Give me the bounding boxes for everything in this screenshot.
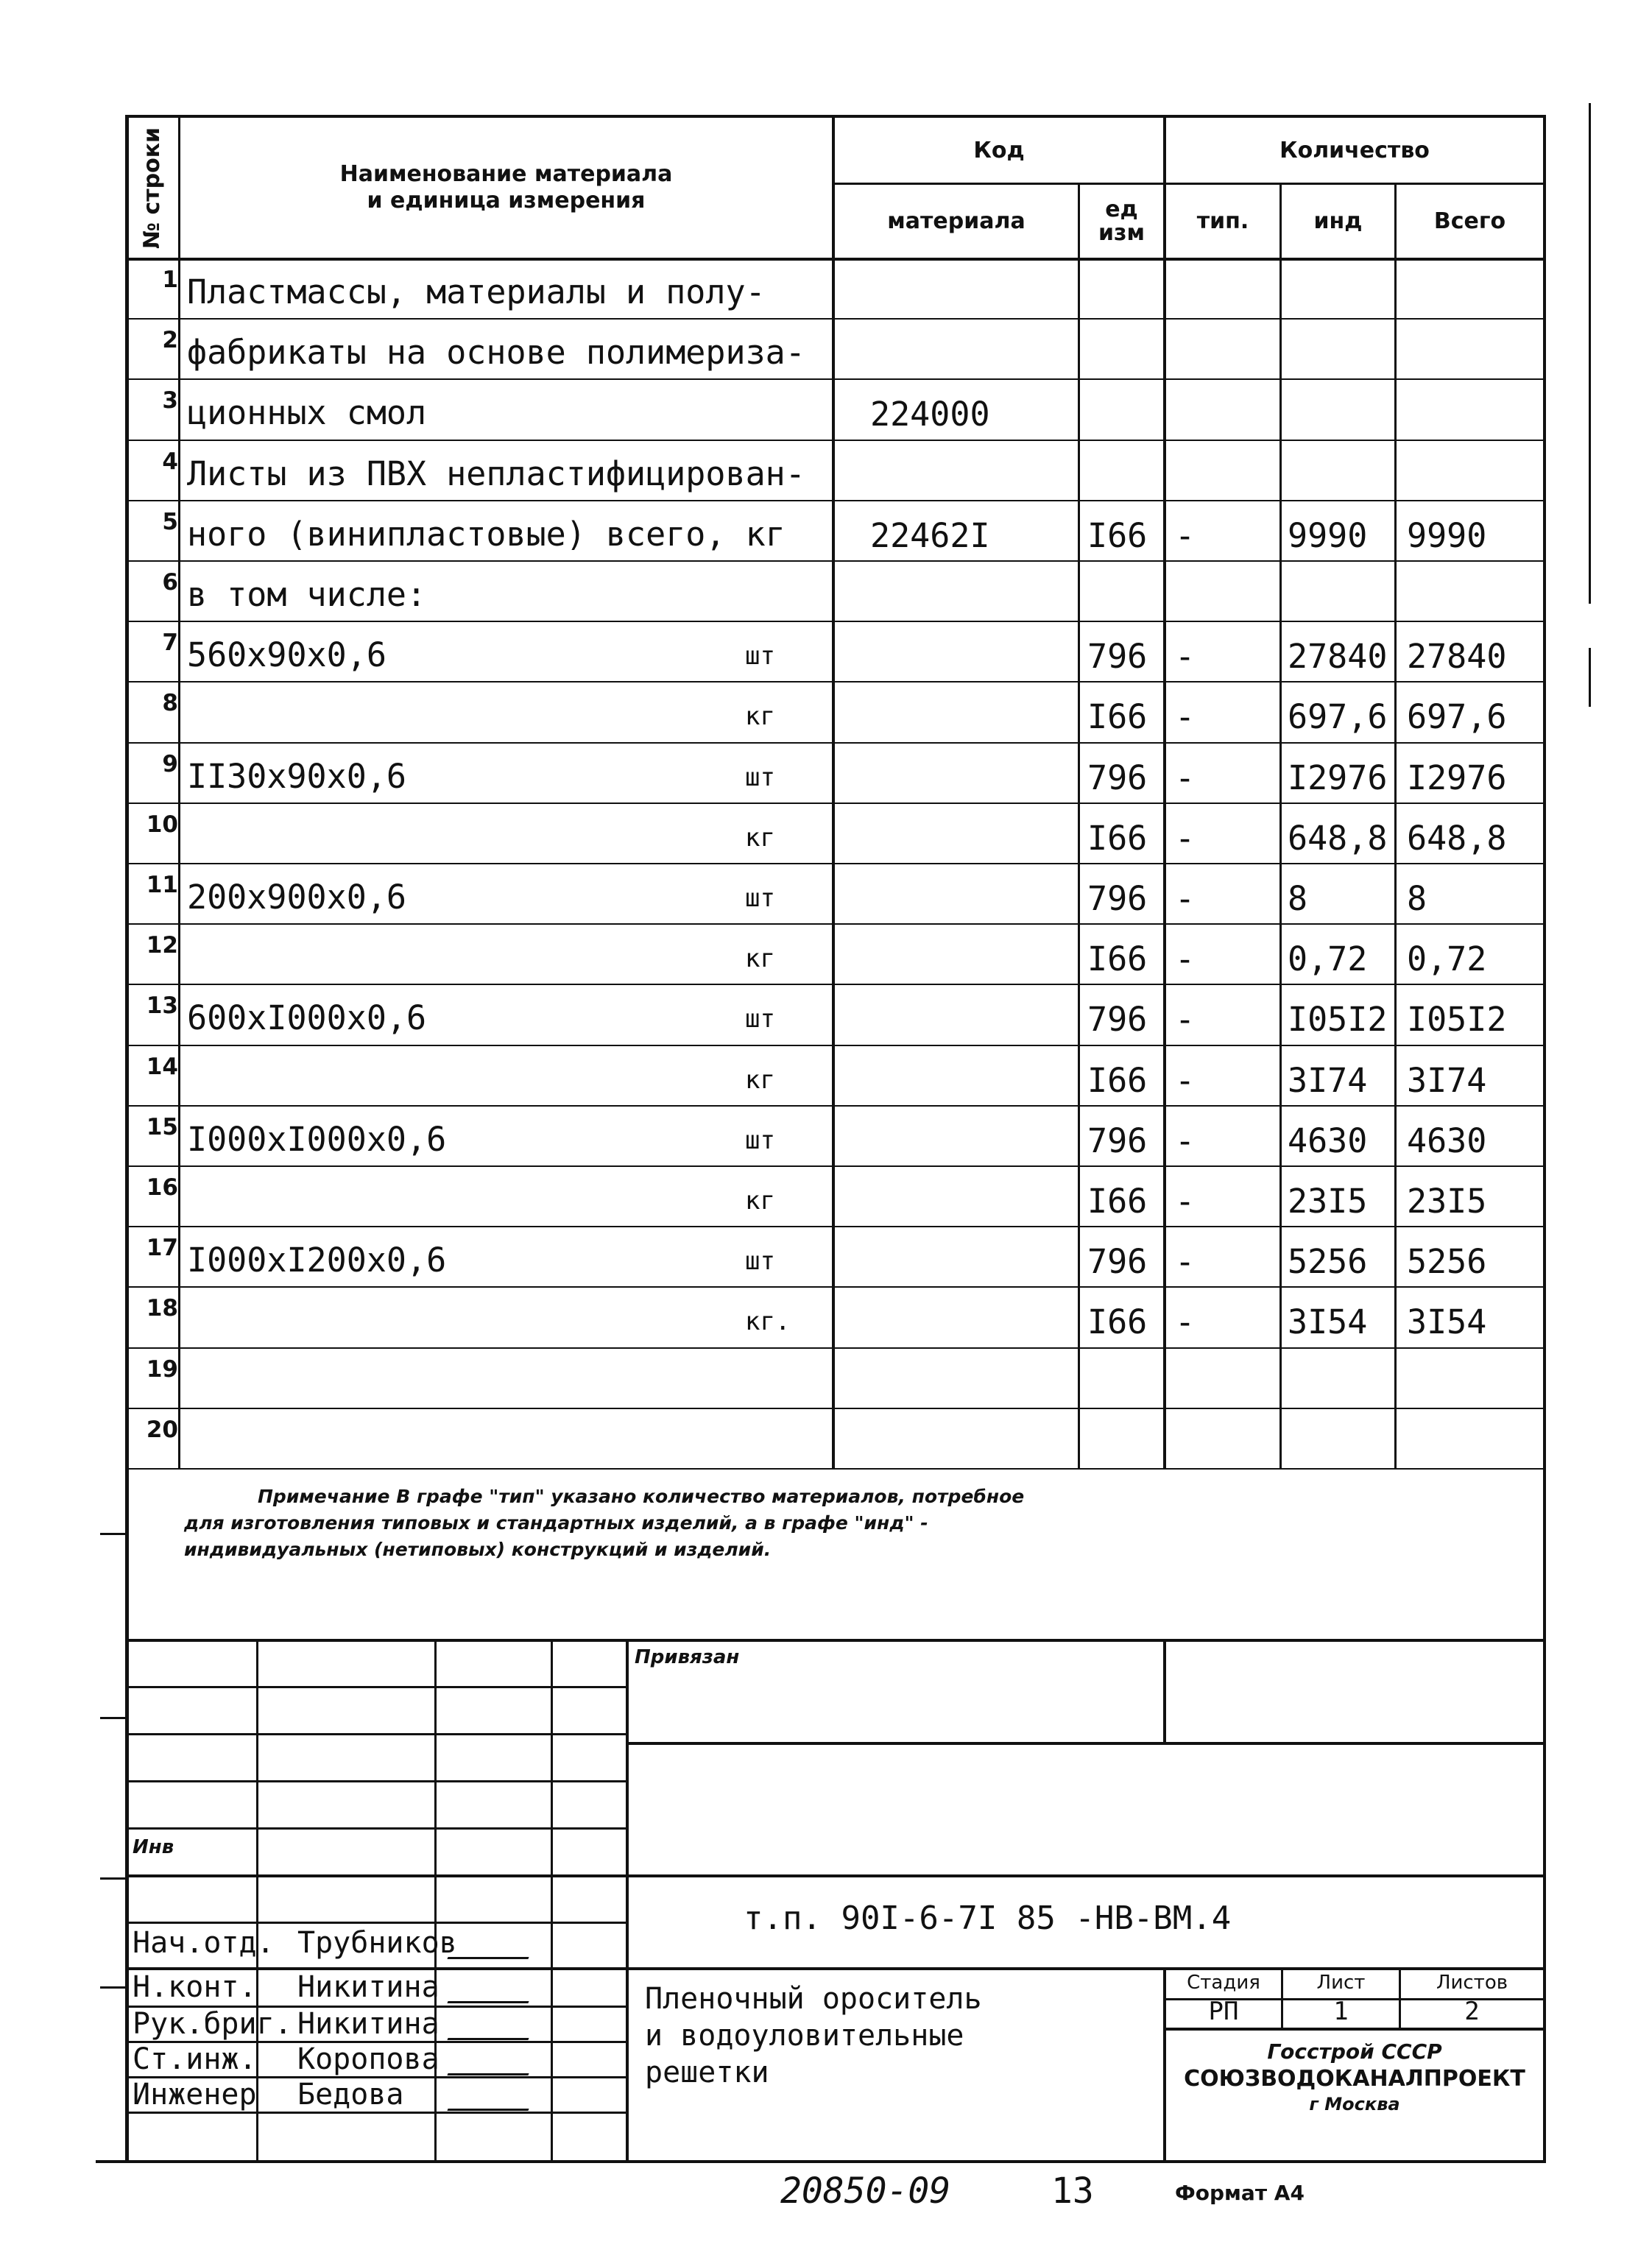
row-number: 10 <box>146 811 178 838</box>
row-code: 224000 <box>870 395 990 434</box>
table-row <box>127 1167 1543 1227</box>
sheets-value: 2 <box>1464 1997 1480 2026</box>
margin-mark-4 <box>100 1986 127 1989</box>
row-number: 7 <box>162 629 178 657</box>
row-unit: I66 <box>1087 939 1148 979</box>
doc-number: 20850-09 <box>780 2170 951 2212</box>
row-ind: 3I74 <box>1288 1060 1368 1100</box>
row-typ: - <box>1175 818 1196 858</box>
rownum-header-label: № строки <box>139 127 166 249</box>
stage-value: РП <box>1208 1997 1239 2026</box>
margin-mark-1 <box>100 1533 127 1535</box>
frame-right <box>1543 115 1546 2160</box>
row-unit: I66 <box>1087 515 1148 555</box>
doc-title: Пленочный ороситель и водоуловительные решетки <box>645 1982 982 2089</box>
row-unit: I66 <box>1087 1060 1148 1100</box>
row-number: 18 <box>146 1295 178 1322</box>
row-typ: - <box>1175 1000 1196 1040</box>
table-row <box>127 441 1543 501</box>
row-name: ционных смол <box>187 393 427 433</box>
signature-name: Никитина <box>297 1970 440 2004</box>
margin-mark-2 <box>100 1717 127 1719</box>
row-unit-word: шт <box>745 1125 775 1155</box>
row-typ: - <box>1175 758 1196 797</box>
margin-mark-3 <box>100 1877 127 1880</box>
page-number: 13 <box>1051 2170 1094 2212</box>
row-unit: 796 <box>1087 879 1148 918</box>
row-typ: - <box>1175 879 1196 918</box>
row-name: 600xI000x0,6 <box>187 998 427 1038</box>
row-typ: - <box>1175 515 1196 555</box>
stamp-vline-4 <box>626 1639 629 2160</box>
stamp-linked-bottom <box>626 1742 1546 1745</box>
row-unit: I66 <box>1087 1182 1148 1221</box>
row-typ: - <box>1175 1060 1196 1100</box>
sheet-value: 1 <box>1333 1997 1349 2026</box>
table-row <box>127 1288 1543 1348</box>
inv-label: Инв <box>133 1836 174 1858</box>
rownum-header <box>127 118 178 258</box>
row-number: 13 <box>146 992 178 1020</box>
table-row <box>127 744 1543 804</box>
table-row <box>127 622 1543 682</box>
row-typ: - <box>1175 1121 1196 1160</box>
row-ind: 697,6 <box>1288 697 1388 737</box>
table-row <box>127 985 1543 1045</box>
row-number: 4 <box>162 448 178 475</box>
stamp-hline-6 <box>125 1922 626 1924</box>
row-typ: - <box>1175 1182 1196 1221</box>
row-unit-word: кг. <box>745 1307 791 1337</box>
signature-name: Коропова <box>297 2042 440 2076</box>
signature-name: Трубников <box>297 1926 457 1960</box>
row-unit: 796 <box>1087 1242 1148 1282</box>
row-ind: 648,8 <box>1288 818 1388 858</box>
row-unit-word: кг <box>745 1186 775 1216</box>
row-unit: I66 <box>1087 818 1148 858</box>
row-unit-word: кг <box>745 1065 775 1095</box>
signature-role: Н.конт. <box>133 1970 257 2004</box>
stamp-hline-5 <box>125 1874 1546 1877</box>
handwritten-signature <box>447 2022 534 2040</box>
row-unit-word: кг <box>745 822 775 853</box>
table-row <box>127 562 1543 622</box>
org-ministry: Госстрой СССР <box>1267 2039 1442 2064</box>
row-total: I05I2 <box>1407 1000 1507 1040</box>
table-row <box>127 925 1543 985</box>
row-unit-word: шт <box>745 1004 775 1034</box>
row-ind: 9990 <box>1288 515 1368 555</box>
row-unit-word: кг <box>745 944 775 974</box>
row-unit-word: шт <box>745 641 775 671</box>
row-number: 15 <box>146 1113 178 1140</box>
total-header: Всего <box>1433 208 1506 234</box>
note-text: Примечание В графе "тип" указано количество материалов, потребное для изготовления типовых и стандартных изделий, а в графе "инд" - индивидуальных (нетиповых) конструкций и изделий. <box>184 1486 1025 1560</box>
row-total: 9990 <box>1407 515 1487 555</box>
row-name: фабрикаты на основе полимериза- <box>187 333 805 373</box>
row-name: в том числе: <box>187 575 427 614</box>
stamp-linked-divider <box>1163 1639 1166 1742</box>
row-number: 2 <box>162 327 178 354</box>
stamp-vline-3 <box>551 1639 553 2160</box>
org-city: г Москва <box>1309 2094 1400 2114</box>
row-unit-word: шт <box>745 883 775 913</box>
margin-mark-right <box>1589 103 1591 604</box>
row-ind: 4630 <box>1288 1121 1368 1160</box>
stage-label: Стадия <box>1187 1972 1260 1994</box>
handwritten-signature <box>447 2092 534 2111</box>
table-row <box>127 380 1543 440</box>
signature-role: Инженер <box>133 2078 257 2112</box>
row-name: Пластмассы, материалы и полу- <box>187 272 766 311</box>
table-row <box>127 1046 1543 1107</box>
stamp-stage-bottom <box>1163 2028 1546 2031</box>
row-total: 648,8 <box>1407 818 1507 858</box>
linked-label: Привязан <box>635 1646 740 1668</box>
row-number: 8 <box>162 690 178 717</box>
row-number: 5 <box>162 508 178 535</box>
table-row <box>127 1227 1543 1288</box>
row-name: ного (винипластовые) всего, кг <box>187 514 786 554</box>
row-ind: 23I5 <box>1288 1182 1368 1221</box>
signature-role: Рук.бриг. <box>133 2007 292 2041</box>
row-number: 17 <box>146 1235 178 1262</box>
row-number: 9 <box>162 750 178 777</box>
table-row <box>127 804 1543 864</box>
table-row <box>127 1409 1543 1470</box>
row-total: 4630 <box>1407 1121 1487 1160</box>
row-typ: - <box>1175 939 1196 979</box>
signature-role: Ст.инж. <box>133 2042 257 2076</box>
frame-bottom <box>96 2160 1546 2163</box>
row-unit: 796 <box>1087 1000 1148 1040</box>
material-code-header: материала <box>887 208 1026 234</box>
row-unit: 796 <box>1087 1121 1148 1160</box>
doc-code: т.п. 90I-6-7I 85 -НВ-ВМ.4 <box>744 1900 1232 1937</box>
row-number: 20 <box>146 1416 178 1443</box>
signature-role: Нач.отд. <box>133 1926 275 1960</box>
row-ind: 27840 <box>1288 637 1388 677</box>
row-total: 27840 <box>1407 637 1507 677</box>
row-total: 3I74 <box>1407 1060 1487 1100</box>
code-group-header: Код <box>973 137 1025 163</box>
row-total: 697,6 <box>1407 697 1507 737</box>
row-name: I000xI000x0,6 <box>187 1119 447 1159</box>
ind-header: инд <box>1313 208 1363 234</box>
margin-mark-right-2 <box>1589 648 1591 707</box>
row-total: 23I5 <box>1407 1182 1487 1221</box>
quantity-group-header: Количество <box>1279 137 1430 163</box>
stamp-hline-2 <box>125 1733 626 1735</box>
row-unit: 796 <box>1087 758 1148 797</box>
row-total: I2976 <box>1407 758 1507 797</box>
row-unit: I66 <box>1087 1302 1148 1342</box>
stamp-hline-4 <box>125 1827 626 1830</box>
row-number: 6 <box>162 569 178 596</box>
handwritten-signature <box>447 1985 534 2003</box>
table-row <box>127 259 1543 320</box>
row-typ: - <box>1175 697 1196 737</box>
row-unit-word: кг <box>745 702 775 732</box>
note-bottom-line <box>125 1639 1546 1642</box>
row-number: 3 <box>162 387 178 415</box>
row-ind: 5256 <box>1288 1242 1368 1282</box>
row-typ: - <box>1175 1242 1196 1282</box>
row-number: 14 <box>146 1053 178 1080</box>
sheet-label: Лист <box>1316 1972 1366 1994</box>
row-number: 12 <box>146 932 178 959</box>
row-ind: I05I2 <box>1288 1000 1388 1040</box>
row-name: 560x90x0,6 <box>187 635 386 675</box>
row-unit: I66 <box>1087 697 1148 737</box>
row-unit: 796 <box>1087 637 1148 677</box>
table-row <box>127 320 1543 380</box>
row-total: 3I54 <box>1407 1302 1487 1342</box>
table-row <box>127 682 1543 743</box>
signature-name: Бедова <box>297 2078 404 2112</box>
row-ind: 3I54 <box>1288 1302 1368 1342</box>
row-ind: I2976 <box>1288 758 1388 797</box>
row-number: 1 <box>162 267 178 293</box>
typ-header: тип. <box>1196 208 1249 234</box>
stamp-hline-3 <box>125 1780 626 1782</box>
org-name: СОЮЗВОДОКАНАЛПРОЕКТ <box>1184 2066 1525 2092</box>
row-unit-word: шт <box>745 1246 775 1277</box>
handwritten-signature <box>447 1941 534 1959</box>
table-row <box>127 501 1543 562</box>
table-row <box>127 1349 1543 1409</box>
name-column-header: Наименование материала и единица измерения <box>339 161 673 214</box>
row-total: 5256 <box>1407 1242 1487 1282</box>
row-number: 16 <box>146 1174 178 1201</box>
row-ind: 8 <box>1288 879 1308 918</box>
row-typ: - <box>1175 1302 1196 1342</box>
row-name: II30x90x0,6 <box>187 756 407 796</box>
signature-name: Никитина <box>297 2007 440 2041</box>
row-name: 200x900x0,6 <box>187 878 407 917</box>
handwritten-signature <box>447 2057 534 2075</box>
row-typ: - <box>1175 637 1196 677</box>
row-number: 19 <box>146 1355 178 1383</box>
row-total: 0,72 <box>1407 939 1487 979</box>
row-total: 8 <box>1407 879 1427 918</box>
stamp-vline-2 <box>434 1639 437 2160</box>
row-name: Листы из ПВХ непластифицирован- <box>187 454 805 493</box>
format-label: Формат А4 <box>1175 2181 1305 2205</box>
stamp-hline-1 <box>125 1686 626 1688</box>
table-row <box>127 1107 1543 1167</box>
row-ind: 0,72 <box>1288 939 1368 979</box>
row-unit-word: шт <box>745 762 775 792</box>
table-row <box>127 864 1543 925</box>
row-name: I000xI200x0,6 <box>187 1241 447 1280</box>
row-number: 11 <box>146 872 178 898</box>
sheets-label: Листов <box>1436 1972 1508 1994</box>
row-code: 22462I <box>870 515 990 555</box>
stamp-hline-11 <box>125 2112 626 2114</box>
unit-header: ед изм <box>1098 196 1145 246</box>
